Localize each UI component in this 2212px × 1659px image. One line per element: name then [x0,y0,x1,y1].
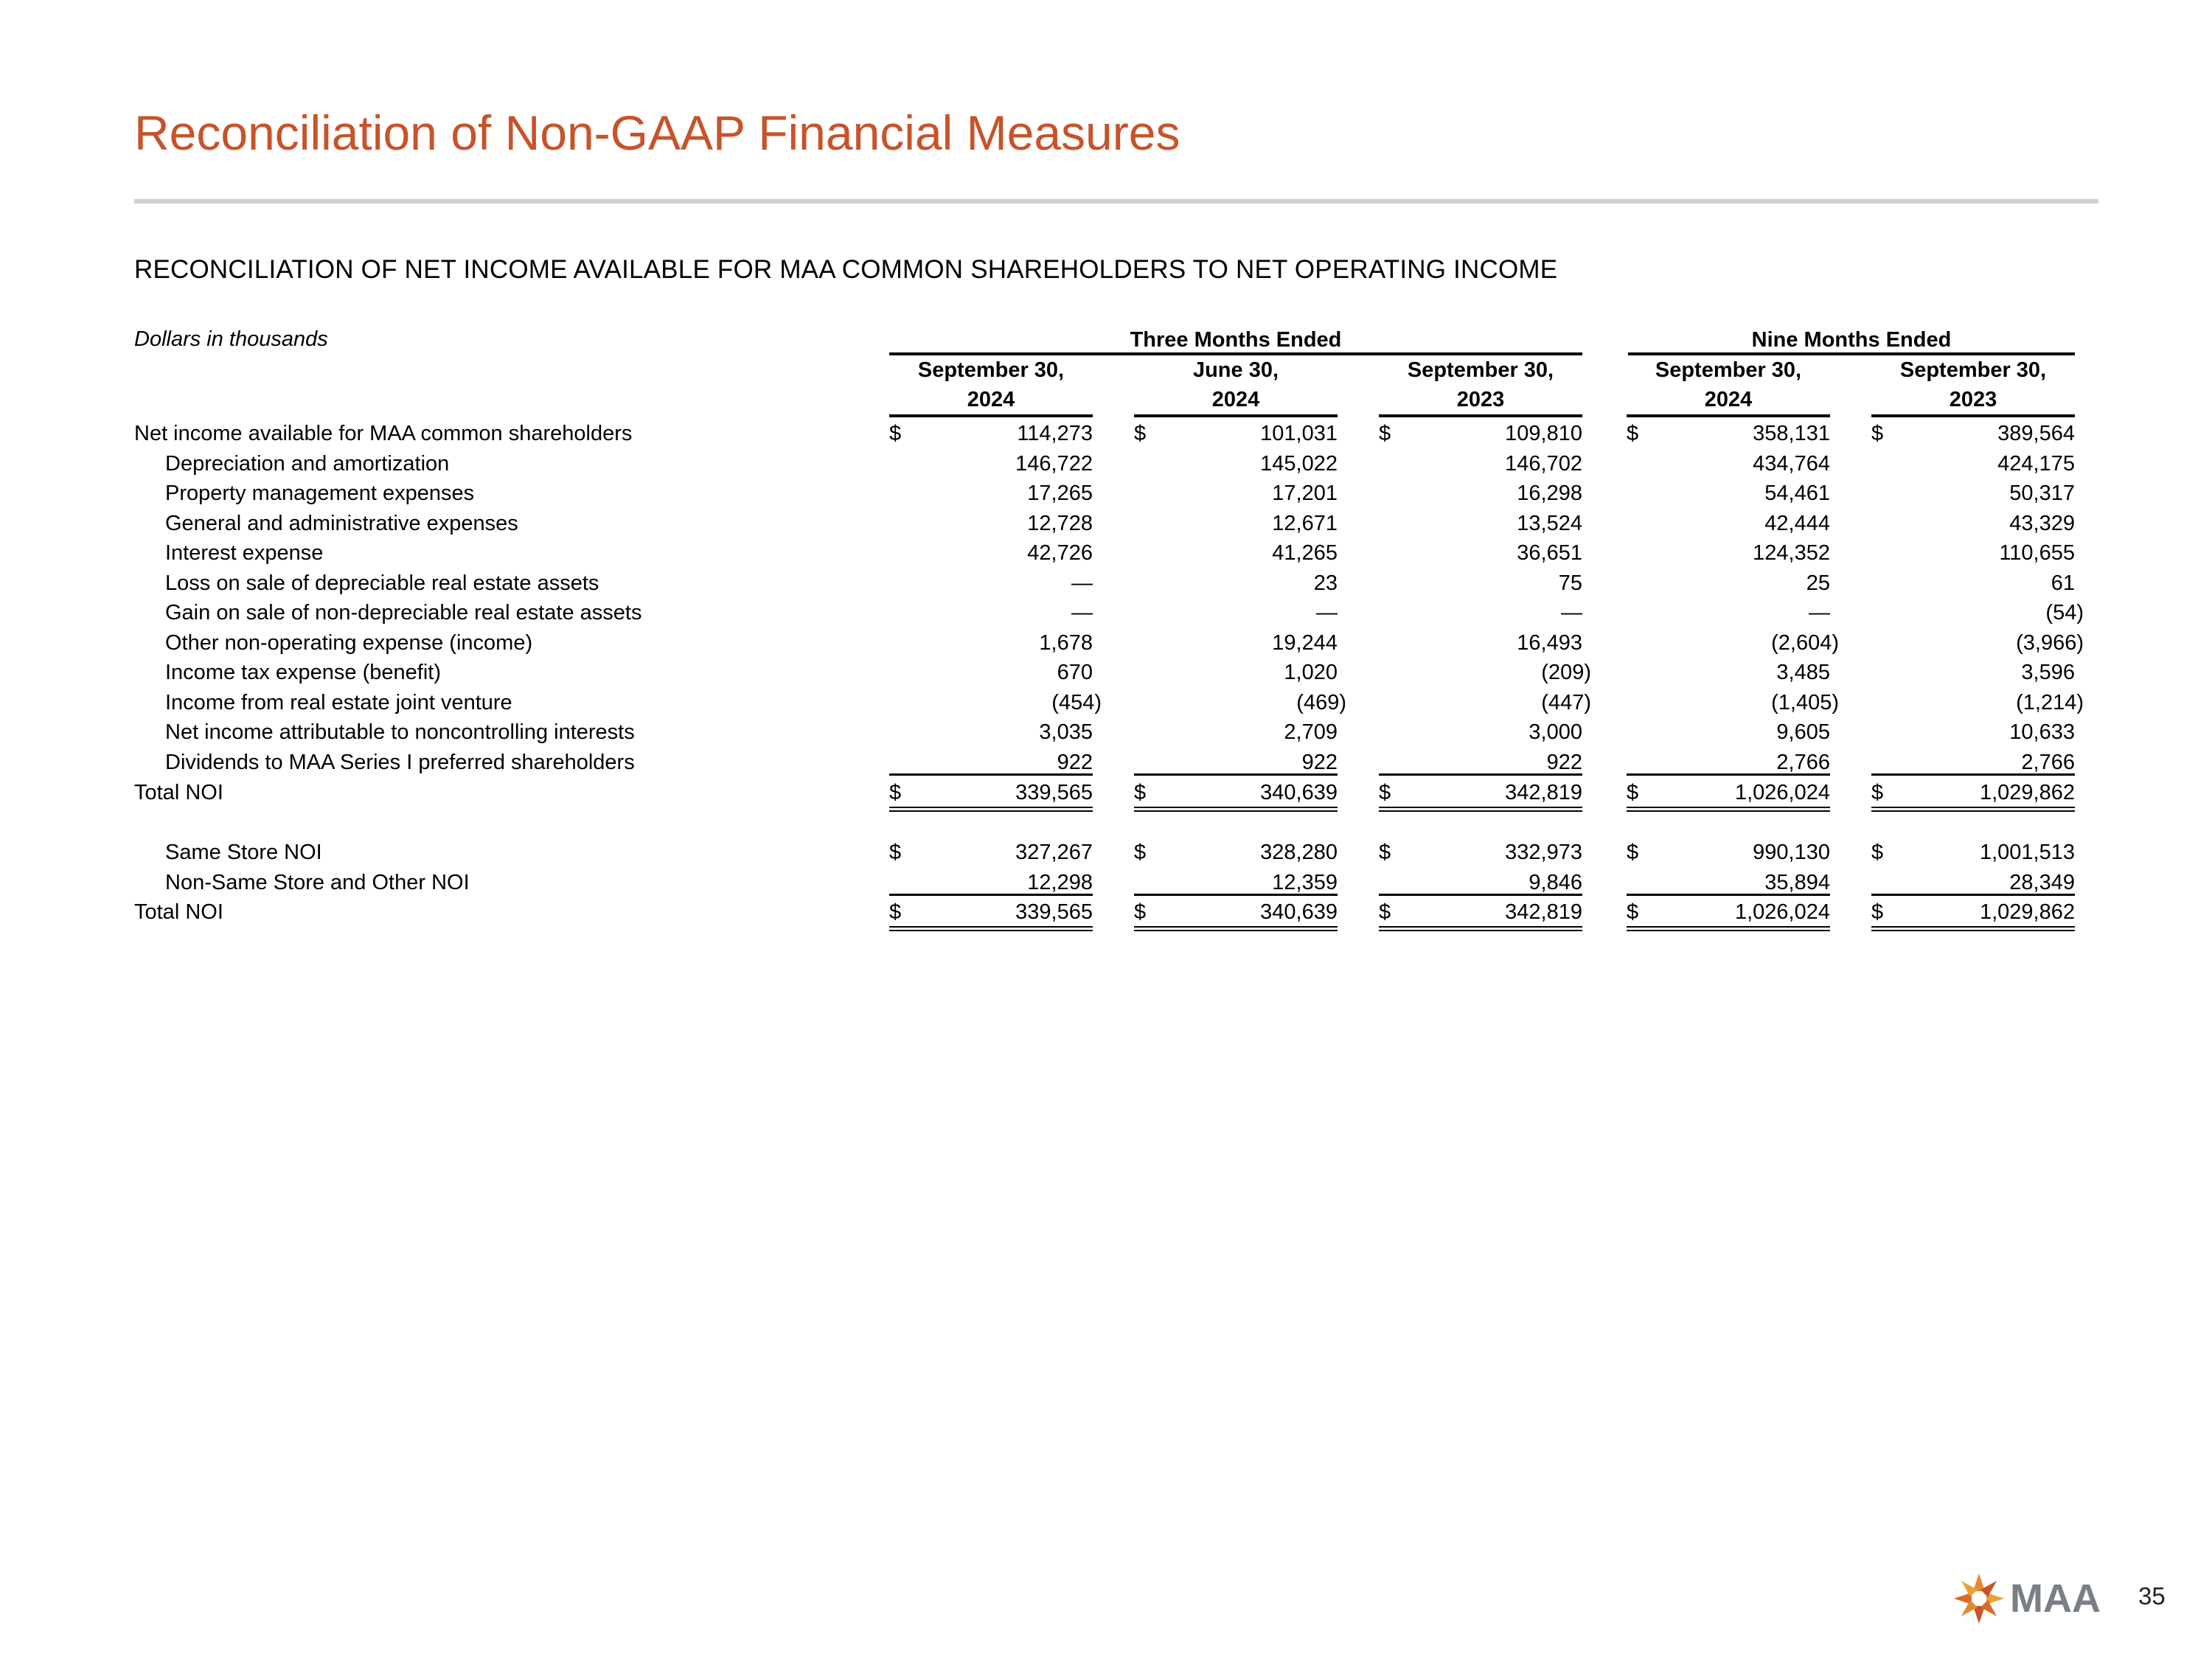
cell-value: 50,317 [2009,481,2075,505]
table-row [0,688,2212,717]
table-cell [1379,419,1582,447]
cell-value: 10,633 [2009,720,2075,744]
table-cell [1871,628,2084,656]
table-cell [1871,658,2075,686]
table-row [0,897,2212,927]
table-cell [1871,479,2075,507]
cell-value: 12,671 [1272,512,1338,535]
cell-value: 17,201 [1272,481,1338,505]
table-cell [1134,449,1338,477]
table-cell [1627,778,1830,812]
table-cell [1134,897,1338,931]
cell-value: 332,973 [1505,841,1582,864]
table-cell [1871,509,2075,537]
cell-value: 36,651 [1517,541,1582,565]
cell-value: 339,565 [1015,781,1093,804]
table-cell [1379,538,1582,566]
cell-value: 145,022 [1260,452,1338,476]
page-number: 35 [2138,1582,2166,1610]
cell-value: 990,130 [1753,841,1830,864]
table-row [0,449,2212,479]
table-row [0,419,2212,448]
table-row [0,628,2212,658]
table-cell [1379,838,1582,866]
table-cell [1871,449,2075,477]
table-cell [1379,449,1582,477]
cell-value: (1,405) [1771,691,1839,714]
table-cell [1379,688,1591,716]
cell-value: (469) [1296,691,1346,714]
row-label: Same Store NOI [165,841,322,864]
cell-value: 3,035 [1039,720,1093,744]
table-row [0,509,2212,538]
cell-value: 1,026,024 [1734,900,1830,924]
table-cell [889,717,1093,745]
cell-value: 3,000 [1528,720,1582,744]
currency-symbol: $ [1134,422,1147,445]
table-cell [1627,628,1839,656]
cell-value: 389,564 [1997,422,2075,445]
cell-value: 328,280 [1260,841,1338,864]
table-cell [889,868,1093,896]
table-cell [1134,778,1338,812]
table-cell [1627,748,1830,776]
cell-value: 41,265 [1272,541,1338,565]
cell-value: 339,565 [1015,900,1093,924]
table-cell [1627,509,1830,537]
row-label: Net income available for MAA common shareholders [134,422,633,445]
currency-symbol: $ [1134,900,1147,924]
cell-value: 327,267 [1015,841,1093,864]
table-cell [1134,419,1338,447]
table-row [0,778,2212,807]
table-cell [1871,897,2075,931]
currency-symbol: $ [889,781,902,804]
table-cell [1627,717,1830,745]
row-label: Income tax expense (benefit) [165,661,441,684]
row-label: Loss on sale of depreciable real estate assets [165,571,599,595]
cell-value: 434,764 [1753,452,1830,476]
currency-symbol: $ [1871,841,1884,864]
cell-value: 3,485 [1776,661,1830,684]
cell-value: — [1809,601,1830,625]
row-label: General and administrative expenses [165,512,518,535]
cell-value: 922 [1546,751,1582,774]
cell-value: 54,461 [1764,481,1830,505]
cell-value: 146,702 [1505,452,1582,476]
currency-symbol: $ [889,900,902,924]
cell-value: (454) [1051,691,1102,714]
cell-value: 9,846 [1528,871,1582,894]
cell-value: 16,493 [1517,631,1582,655]
table-cell [1134,568,1338,597]
cell-value: (209) [1541,661,1591,684]
table-cell [1134,717,1338,745]
table-cell [1379,778,1582,812]
maa-logo [1952,1569,2115,1628]
cell-value: 42,726 [1027,541,1093,565]
table-cell [1871,419,2075,447]
cell-value: 2,709 [1284,720,1338,744]
table-cell [1379,628,1582,656]
table-cell [1871,568,2075,597]
table-cell [1627,598,1830,626]
cell-value: — [1316,601,1338,625]
title-divider [134,199,2098,204]
table-cell [1379,479,1582,507]
table-cell [1871,688,2084,716]
table-cell [1134,658,1338,686]
table-cell [1627,538,1830,566]
table-cell [1627,838,1830,866]
currency-symbol: $ [1871,422,1884,445]
cell-value: 1,029,862 [1979,900,2075,924]
row-label: Dividends to MAA Series I preferred shareholders [165,751,635,774]
cell-value: 922 [1301,751,1338,774]
cell-value: 13,524 [1517,512,1582,535]
cell-value: 12,298 [1027,871,1093,894]
row-label: Property management expenses [165,481,475,505]
cell-value: 922 [1057,751,1093,774]
table-cell [1134,748,1338,776]
row-label: Net income attributable to noncontrolling interests [165,720,635,744]
cell-value: 42,444 [1764,512,1830,535]
maa-logo-text: MAA [2010,1576,2101,1621]
cell-value: (2,604) [1771,631,1839,655]
table-cell [1379,748,1582,776]
cell-value: 43,329 [2009,512,2075,535]
cell-value: 1,001,513 [1979,841,2075,864]
table-cell [1627,868,1830,896]
cell-value: 670 [1057,661,1093,684]
cell-value: (447) [1541,691,1591,714]
cell-value: 23 [1313,571,1338,595]
cell-value: 340,639 [1260,781,1338,804]
table-cell [889,838,1093,866]
table-cell [889,688,1102,716]
row-label: Other non-operating expense (income) [165,631,533,655]
table-row [0,868,2212,897]
table-cell [1379,868,1582,896]
cell-value: 358,131 [1753,422,1830,445]
currency-symbol: $ [1379,900,1391,924]
column-header-line2: 2023 [1949,388,1997,411]
column-header-line2: 2024 [967,388,1015,411]
currency-symbol: $ [1627,781,1639,804]
cell-value: 12,359 [1272,871,1338,894]
column-header-line1: September 30, [917,358,1065,382]
column-header-line2: 2023 [1456,388,1505,411]
page-title: Reconciliation of Non-GAAP Financial Measures [134,105,1180,160]
cell-value: 101,031 [1260,422,1338,445]
cell-value: 342,819 [1505,781,1582,804]
table-row [0,717,2212,747]
column-header-line1: June 30, [1192,358,1279,382]
currency-symbol: $ [1627,900,1639,924]
table-cell [1134,688,1346,716]
column-header-q3-2024 [889,355,1093,417]
table-cell [1627,479,1830,507]
table-cell [1379,509,1582,537]
table-subtitle: RECONCILIATION OF NET INCOME AVAILABLE FOR MAA COMMON SHAREHOLDERS TO NET OPERATING INCOME [134,255,1558,284]
table-cell [1627,658,1830,686]
cell-value: 110,655 [1999,541,2075,565]
table-cell [1627,568,1830,597]
table-cell [1134,479,1338,507]
table-cell [1871,868,2075,896]
cell-value: 2,766 [2021,751,2075,774]
cell-value: 16,298 [1517,481,1582,505]
currency-symbol: $ [1379,422,1391,445]
cell-value: 9,605 [1776,720,1830,744]
table-cell [1379,658,1591,686]
cell-value: 114,273 [1017,422,1093,445]
column-header-line1: September 30, [1407,358,1554,382]
row-label: Interest expense [165,541,324,565]
row-label: Gain on sale of non-depreciable real estate assets [165,601,642,625]
cell-value: 424,175 [1997,452,2075,476]
column-header-line1: September 30, [1899,358,2047,382]
cell-value: 124,352 [1753,541,1830,565]
table-cell [889,748,1093,776]
units-note: Dollars in thousands [134,327,328,351]
table-cell [1134,628,1338,656]
column-header-q3-2023 [1379,355,1582,417]
currency-symbol: $ [889,422,902,445]
cell-value: 2,766 [1776,751,1830,774]
row-label: Total NOI [134,900,223,924]
table-row [0,538,2212,568]
cell-value: 61 [2051,571,2075,595]
cell-value: 35,894 [1764,871,1830,894]
cell-value: (3,966) [2016,631,2084,655]
cell-value: 25 [1806,571,1830,595]
column-header-line2: 2024 [1211,388,1260,411]
table-row [0,658,2212,687]
cell-value: — [1071,601,1093,625]
row-label: Non-Same Store and Other NOI [165,871,470,894]
currency-symbol: $ [1379,781,1391,804]
table-cell [1134,509,1338,537]
currency-symbol: $ [1871,781,1884,804]
cell-value: (54) [2045,601,2084,625]
table-cell [889,479,1093,507]
group-header-nine-months: Nine Months Ended [1628,327,2075,355]
table-row [0,748,2212,777]
table-cell [1871,717,2075,745]
table-cell [889,449,1093,477]
cell-value: — [1071,571,1093,595]
cell-value: 17,265 [1027,481,1093,505]
table-row [0,479,2212,508]
table-cell [1627,688,1839,716]
table-cell [889,897,1093,931]
currency-symbol: $ [1134,841,1147,864]
cell-value: 19,244 [1272,631,1338,655]
table-cell [1134,598,1338,626]
currency-symbol: $ [1627,422,1639,445]
table-cell [889,658,1093,686]
column-header-ytd-2023 [1871,355,2075,417]
cell-value: — [1561,601,1582,625]
table-cell [1871,838,2075,866]
currency-symbol: $ [889,841,902,864]
maa-star-icon [1954,1573,2004,1624]
table-cell [1871,598,2084,626]
row-label: Total NOI [134,781,223,804]
cell-value: 12,728 [1027,512,1093,535]
table-cell [1379,897,1582,931]
table-cell [1871,748,2075,776]
table-cell [1627,449,1830,477]
table-cell [889,568,1093,597]
table-row [0,598,2212,627]
table-cell [1134,538,1338,566]
table-cell [1627,897,1830,931]
table-cell [889,598,1093,626]
table-cell [1871,538,2075,566]
table-cell [1379,598,1582,626]
table-row [0,568,2212,598]
table-cell [889,778,1093,812]
cell-value: 1,026,024 [1734,781,1830,804]
column-header-line1: September 30, [1655,358,1802,382]
table-cell [1379,717,1582,745]
table-cell [889,628,1093,656]
table-cell [1627,419,1830,447]
column-header-line2: 2024 [1704,388,1753,411]
table-cell [889,538,1093,566]
cell-value: 109,810 [1505,422,1582,445]
cell-value: 3,596 [2021,661,2075,684]
column-header-q2-2024 [1134,355,1338,417]
table-cell [889,419,1093,447]
table-cell [1134,868,1338,896]
cell-value: 342,819 [1505,900,1582,924]
table-cell [1134,838,1338,866]
table-cell [1379,568,1582,597]
currency-symbol: $ [1134,781,1147,804]
cell-value: 28,349 [2009,871,2075,894]
currency-symbol: $ [1871,900,1884,924]
table-cell [1871,778,2075,812]
cell-value: 340,639 [1260,900,1338,924]
cell-value: 1,029,862 [1979,781,2075,804]
row-label: Depreciation and amortization [165,452,450,476]
group-header-three-months: Three Months Ended [889,327,1582,355]
currency-symbol: $ [1627,841,1639,864]
cell-value: 1,678 [1039,631,1093,655]
cell-value: 75 [1558,571,1582,595]
row-label: Income from real estate joint venture [165,691,512,714]
currency-symbol: $ [1379,841,1391,864]
table-row [0,838,2212,867]
cell-value: 1,020 [1284,661,1338,684]
table-cell [889,509,1093,537]
cell-value: 146,722 [1015,452,1093,476]
cell-value: (1,214) [2016,691,2084,714]
column-header-ytd-2024 [1627,355,1830,417]
